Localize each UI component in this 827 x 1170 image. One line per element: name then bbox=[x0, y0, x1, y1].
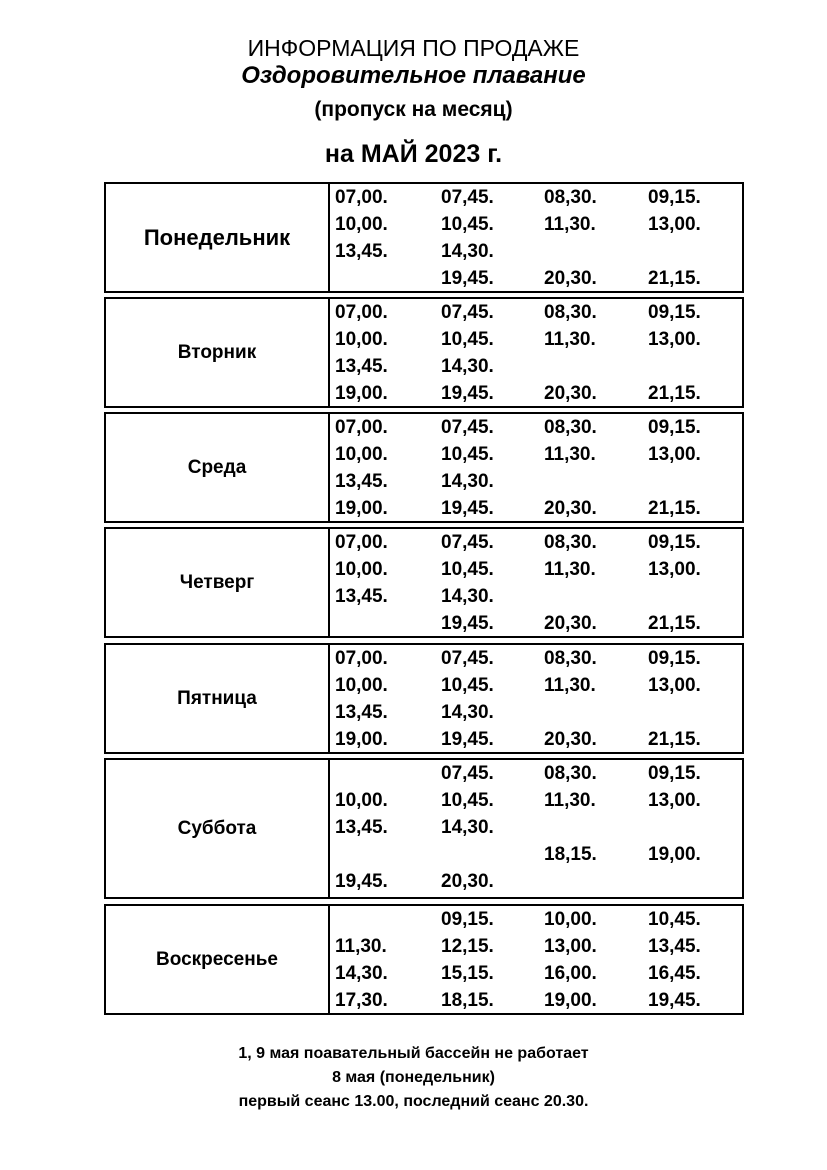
session-time: 13,45. bbox=[335, 241, 388, 262]
session-time: 07,45. bbox=[441, 532, 494, 553]
session-time: 18,15. bbox=[544, 844, 597, 865]
time-row bbox=[330, 726, 742, 753]
time-row bbox=[330, 495, 742, 522]
time-row bbox=[330, 238, 742, 265]
session-time: 11,30. bbox=[544, 675, 596, 696]
session-time: 13,00. bbox=[648, 214, 701, 235]
session-time: 09,15. bbox=[441, 909, 494, 930]
session-time: 11,30. bbox=[544, 444, 596, 465]
session-time: 07,45. bbox=[441, 763, 494, 784]
session-time: 08,30. bbox=[544, 648, 597, 669]
day-block bbox=[104, 758, 744, 899]
session-time: 13,00. bbox=[648, 790, 701, 811]
session-time: 09,15. bbox=[648, 532, 701, 553]
session-time: 10,45. bbox=[441, 675, 494, 696]
session-time: 13,00. bbox=[648, 444, 701, 465]
session-time: 20,30. bbox=[544, 383, 597, 404]
session-time: 14,30. bbox=[441, 471, 494, 492]
session-time: 11,30. bbox=[544, 214, 596, 235]
session-time: 07,00. bbox=[335, 302, 388, 323]
time-row bbox=[330, 672, 742, 699]
session-time: 13,45. bbox=[335, 586, 388, 607]
session-time: 19,45. bbox=[441, 383, 494, 404]
session-time: 07,00. bbox=[335, 417, 388, 438]
session-time: 19,45. bbox=[441, 268, 494, 289]
time-row bbox=[330, 987, 742, 1014]
day-label: Пятница bbox=[177, 687, 257, 709]
day-label: Вторник bbox=[177, 341, 257, 363]
footer-note-3: первый сеанс 13.00, последний сеанс 20.30. bbox=[238, 1093, 589, 1110]
footer-note-1: 1, 9 мая поавательный бассейн не работает bbox=[238, 1045, 589, 1062]
session-time: 09,15. bbox=[648, 187, 701, 208]
time-row bbox=[330, 184, 742, 211]
session-time: 21,15. bbox=[648, 383, 701, 404]
time-row bbox=[330, 265, 742, 292]
session-time: 20,30. bbox=[544, 729, 597, 750]
day-label: Воскресенье bbox=[156, 948, 278, 970]
header-line-2: Оздоровительное плавание bbox=[241, 62, 586, 89]
session-time: 10,45. bbox=[441, 559, 494, 580]
time-row bbox=[330, 326, 742, 353]
session-time: 14,30. bbox=[441, 241, 494, 262]
session-time: 10,45. bbox=[648, 909, 701, 930]
session-time: 07,45. bbox=[441, 302, 494, 323]
time-row bbox=[330, 787, 742, 814]
time-row bbox=[330, 933, 742, 960]
session-time: 21,15. bbox=[648, 268, 701, 289]
time-row bbox=[330, 353, 742, 380]
session-time: 08,30. bbox=[544, 532, 597, 553]
time-row bbox=[330, 906, 742, 933]
session-time: 13,45. bbox=[335, 702, 388, 723]
day-block bbox=[104, 904, 744, 1015]
session-time: 11,30. bbox=[335, 936, 387, 957]
session-time: 07,45. bbox=[441, 648, 494, 669]
session-time: 14,30. bbox=[441, 356, 494, 377]
session-time: 08,30. bbox=[544, 302, 597, 323]
session-time: 08,30. bbox=[544, 417, 597, 438]
time-row bbox=[330, 841, 742, 868]
session-time: 11,30. bbox=[544, 559, 596, 580]
session-time: 19,45. bbox=[441, 498, 494, 519]
session-time: 13,00. bbox=[544, 936, 597, 957]
time-row bbox=[330, 556, 742, 583]
header-line-1: ИНФОРМАЦИЯ ПО ПРОДАЖЕ bbox=[247, 35, 580, 61]
day-block bbox=[104, 527, 744, 638]
time-row bbox=[330, 760, 742, 787]
session-time: 14,30. bbox=[441, 702, 494, 723]
day-block bbox=[104, 412, 744, 523]
day-times bbox=[328, 299, 742, 406]
day-times bbox=[328, 184, 742, 291]
session-time: 16,45. bbox=[648, 963, 701, 984]
day-label: Среда bbox=[187, 456, 247, 478]
session-time: 20,30. bbox=[544, 268, 597, 289]
session-time: 14,30. bbox=[441, 586, 494, 607]
session-time: 21,15. bbox=[648, 729, 701, 750]
session-time: 10,45. bbox=[441, 444, 494, 465]
session-time: 08,30. bbox=[544, 763, 597, 784]
time-row bbox=[330, 529, 742, 556]
session-time: 10,00. bbox=[335, 444, 388, 465]
day-times bbox=[328, 906, 742, 1013]
time-row bbox=[330, 583, 742, 610]
day-block bbox=[104, 297, 744, 408]
session-time: 07,00. bbox=[335, 187, 388, 208]
session-time: 19,45. bbox=[441, 729, 494, 750]
time-row bbox=[330, 468, 742, 495]
session-time: 17,30. bbox=[335, 990, 388, 1011]
day-times bbox=[328, 760, 742, 897]
session-time: 19,00. bbox=[648, 844, 701, 865]
time-row bbox=[330, 868, 742, 895]
session-time: 09,15. bbox=[648, 763, 701, 784]
session-time: 14,30. bbox=[335, 963, 388, 984]
session-time: 19,45. bbox=[648, 990, 701, 1011]
session-time: 13,45. bbox=[335, 817, 388, 838]
session-time: 15,15. bbox=[441, 963, 494, 984]
session-time: 19,00. bbox=[544, 990, 597, 1011]
session-time: 09,15. bbox=[648, 302, 701, 323]
time-row bbox=[330, 211, 742, 238]
session-time: 13,45. bbox=[648, 936, 701, 957]
session-time: 21,15. bbox=[648, 498, 701, 519]
page-title: на МАЙ 2023 г. bbox=[324, 140, 503, 168]
day-block bbox=[104, 182, 744, 293]
session-time: 10,00. bbox=[335, 790, 388, 811]
session-time: 13,00. bbox=[648, 329, 701, 350]
day-block bbox=[104, 643, 744, 754]
session-time: 09,15. bbox=[648, 417, 701, 438]
session-time: 10,00. bbox=[335, 559, 388, 580]
time-row bbox=[330, 814, 742, 841]
time-row bbox=[330, 441, 742, 468]
day-times bbox=[328, 414, 742, 521]
session-time: 10,45. bbox=[441, 214, 494, 235]
session-time: 19,00. bbox=[335, 383, 388, 404]
session-time: 13,45. bbox=[335, 471, 388, 492]
session-time: 08,30. bbox=[544, 187, 597, 208]
session-time: 20,30. bbox=[441, 871, 494, 892]
session-time: 11,30. bbox=[544, 329, 596, 350]
session-time: 18,15. bbox=[441, 990, 494, 1011]
session-time: 07,00. bbox=[335, 532, 388, 553]
session-time: 13,00. bbox=[648, 559, 701, 580]
session-time: 11,30. bbox=[544, 790, 596, 811]
session-time: 19,45. bbox=[441, 613, 494, 634]
time-row bbox=[330, 610, 742, 637]
session-time: 10,00. bbox=[335, 214, 388, 235]
session-time: 19,45. bbox=[335, 871, 388, 892]
session-time: 12,15. bbox=[441, 936, 494, 957]
session-time: 07,00. bbox=[335, 648, 388, 669]
day-times bbox=[328, 529, 742, 636]
session-time: 10,45. bbox=[441, 790, 494, 811]
time-row bbox=[330, 699, 742, 726]
session-time: 09,15. bbox=[648, 648, 701, 669]
session-time: 13,00. bbox=[648, 675, 701, 696]
session-time: 10,00. bbox=[335, 675, 388, 696]
session-time: 14,30. bbox=[441, 817, 494, 838]
day-label: Четверг bbox=[179, 571, 255, 593]
time-row bbox=[330, 380, 742, 407]
session-time: 13,45. bbox=[335, 356, 388, 377]
time-row bbox=[330, 960, 742, 987]
session-time: 19,00. bbox=[335, 729, 388, 750]
time-row bbox=[330, 299, 742, 326]
day-label: Понедельник bbox=[143, 224, 291, 250]
header-line-3: (пропуск на месяц) bbox=[314, 98, 513, 121]
footer-note-2: 8 мая (понедельник) bbox=[332, 1069, 495, 1086]
session-time: 07,45. bbox=[441, 417, 494, 438]
session-time: 20,30. bbox=[544, 498, 597, 519]
session-time: 10,45. bbox=[441, 329, 494, 350]
session-time: 07,45. bbox=[441, 187, 494, 208]
session-time: 10,00. bbox=[544, 909, 597, 930]
session-time: 19,00. bbox=[335, 498, 388, 519]
session-time: 20,30. bbox=[544, 613, 597, 634]
day-label: Суббота bbox=[177, 817, 257, 839]
time-row bbox=[330, 645, 742, 672]
time-row bbox=[330, 414, 742, 441]
day-times bbox=[328, 645, 742, 752]
session-time: 16,00. bbox=[544, 963, 597, 984]
session-time: 21,15. bbox=[648, 613, 701, 634]
session-time: 10,00. bbox=[335, 329, 388, 350]
